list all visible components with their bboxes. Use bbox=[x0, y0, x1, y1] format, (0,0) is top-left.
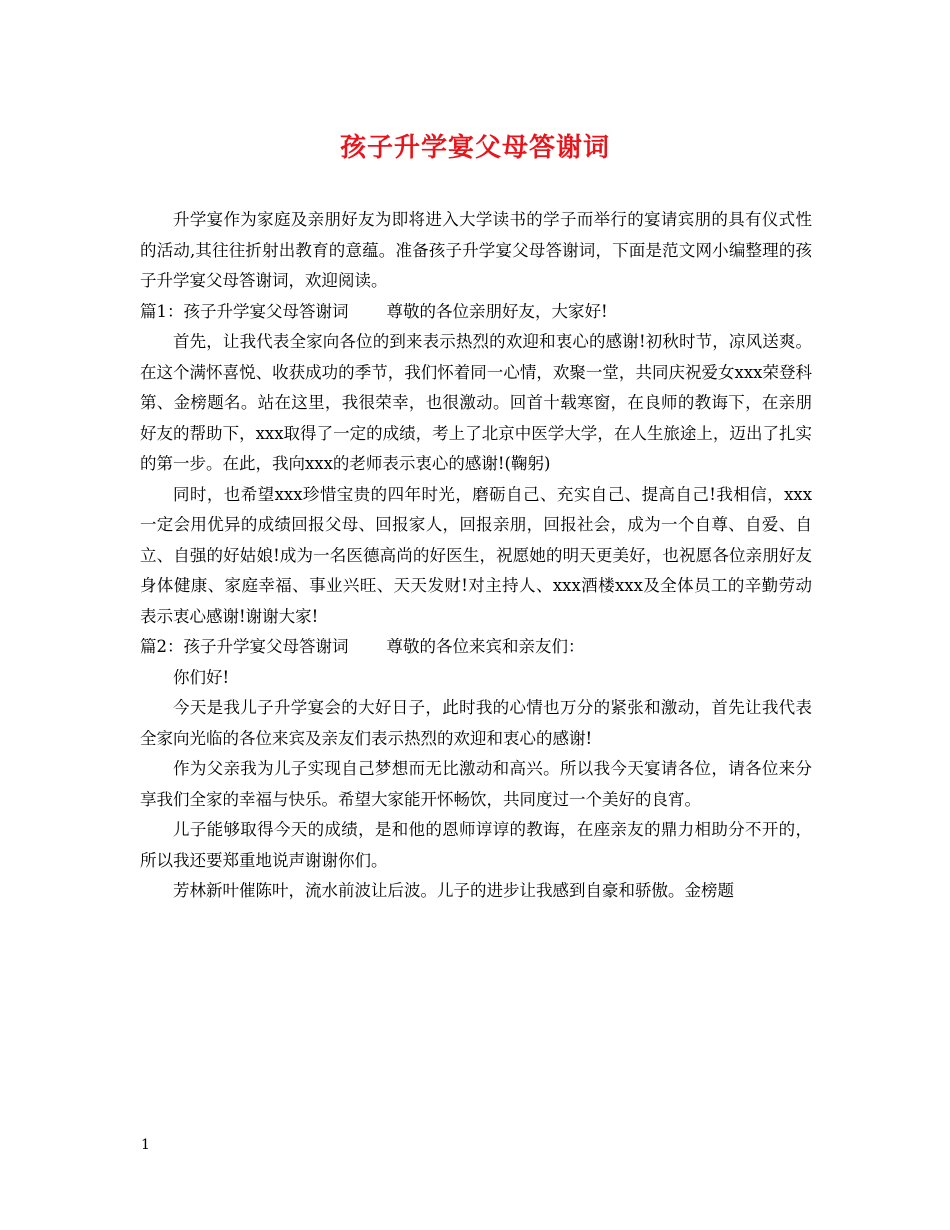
section-2-paragraph-1: 你们好! bbox=[173, 667, 230, 687]
section-1-paragraph-2: 同时，也希望xxx珍惜宝贵的四年时光，磨砺自己、充实自己、提高自己!我相信，xxx一定会用优异的成绩回报父母、回报家人，回报亲朋，回报社会，成为一个自尊、自爱、自立、自强的好姑娘!成为一名医德高尚的好医生，祝愿她的明天更美好，也祝愿各位亲朋好友身体健康、家庭幸福、事业兴旺、天天发财!对主持人、xxx酒楼xxx及全体员工的辛勤劳动表示衷心感谢!谢谢大家! bbox=[140, 484, 812, 626]
section-2-paragraph-2: 今天是我儿子升学宴会的大好日子，此时我的心情也万分的紧张和激动，首先让我代表全家向光临的各位来宾及亲友们表示热烈的欢迎和衷心的感谢! bbox=[140, 698, 812, 748]
section-1-heading-line bbox=[140, 297, 812, 328]
intro-paragraph: 升学宴作为家庭及亲朋好友为即将进入大学读书的学子而举行的宴请宾朋的具有仪式性的活动,其往往折射出教育的意蕴。准备孩子升学宴父母答谢词，下面是范文网小编整理的孩子升学宴父母答谢词，欢迎阅读。 bbox=[140, 210, 812, 290]
document-title: 孩子升学宴父母答谢词 bbox=[339, 133, 610, 163]
section-2-heading-line bbox=[140, 632, 812, 663]
section-1-greeting: 尊敬的各位亲朋好友，大家好! bbox=[386, 301, 608, 321]
section-2-heading: 篇2：孩子升学宴父母答谢词 bbox=[140, 637, 349, 656]
section-2-paragraph-5: 芳林新叶催陈叶，流水前波让后波。儿子的进步让我感到自豪和骄傲。金榜题 bbox=[173, 881, 734, 900]
section-2-paragraph-4: 儿子能够取得今天的成绩，是和他的恩师谆谆的教诲，在座亲友的鼎力相助分不开的，所以我还要郑重地说声谢谢你们。 bbox=[140, 820, 812, 870]
section-1-paragraph-1: 首先，让我代表全家向各位的到来表示热烈的欢迎和衷心的感谢!初秋时节，凉风送爽。在这个满怀喜悦、收获成功的季节，我们怀着同一心情，欢聚一堂，共同庆祝爱女xxx荣登科第、金榜题名。站在这里，我很荣幸，也很激动。回首十载寒窗，在良师的教诲下，在亲朋好友的帮助下，xxx取得了一定的成绩，考上了北京中医学大学，在人生旅途上，迈出了扎实的第一步。在此，我向xxx的老师表示衷心的感谢!(鞠躬) bbox=[140, 332, 812, 473]
section-1-heading: 篇1：孩子升学宴父母答谢词 bbox=[140, 301, 349, 321]
page-number: 1 bbox=[141, 1137, 150, 1153]
document-body bbox=[140, 205, 812, 907]
section-2-greeting: 尊敬的各位来宾和亲友们： bbox=[386, 637, 585, 656]
section-2-paragraph-3: 作为父亲我为儿子实现自己梦想而无比激动和高兴。所以我今天宴请各位，请各位来分享我们全家的幸福与快乐。希望大家能开怀畅饮，共同度过一个美好的良宵。 bbox=[140, 759, 812, 809]
